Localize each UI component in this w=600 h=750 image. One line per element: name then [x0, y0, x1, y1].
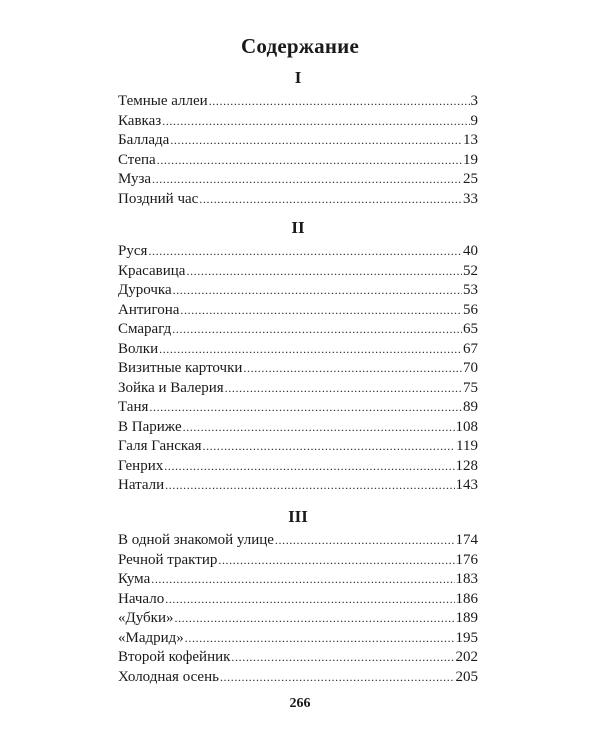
page-number: 266	[289, 696, 311, 711]
toc-entry	[118, 590, 478, 610]
dot-leader	[170, 131, 462, 151]
toc-entry-title: Натали	[118, 477, 165, 493]
dot-leader	[202, 437, 455, 457]
toc-entry	[118, 340, 478, 360]
toc-entry-title: Холодная осень	[118, 668, 219, 685]
dot-leader	[164, 457, 454, 477]
toc-entry-title: «Мадрид»	[118, 629, 184, 646]
dot-leader	[157, 151, 462, 171]
section-numeral: III	[288, 507, 308, 526]
toc-entry-page: 202	[455, 649, 478, 665]
toc-entry-title: Кума	[118, 571, 151, 587]
toc-entry-page: 67	[463, 340, 478, 357]
toc-entry	[118, 151, 478, 171]
dot-leader	[199, 190, 462, 210]
dot-leader	[180, 301, 462, 321]
toc-entry-title: Красавица	[118, 262, 186, 279]
dot-leader	[174, 609, 454, 629]
toc-section-3	[118, 505, 478, 687]
toc-entry-page: 70	[463, 360, 478, 376]
dot-leader	[152, 170, 462, 190]
toc-entry-page: 189	[455, 610, 478, 626]
toc-entry-page: 143	[455, 477, 478, 493]
toc-entry-title: Второй кофейник	[118, 649, 231, 665]
toc-entry-title: Галя Ганская	[118, 438, 202, 454]
toc-entry-page: 205	[455, 668, 478, 685]
toc-entry-page: 52	[463, 262, 478, 279]
toc-entry-title: Баллада	[118, 132, 170, 148]
toc-entry-title: Поздний час	[118, 190, 199, 207]
toc-entry	[118, 629, 478, 649]
toc-entry	[118, 437, 478, 457]
toc-entry-title: Волки	[118, 340, 159, 357]
toc-entry-page: 56	[463, 301, 478, 318]
toc-entry	[118, 457, 478, 477]
toc-entry-page: 176	[455, 551, 478, 568]
toc-entry-title: Речной трактир	[118, 551, 218, 568]
toc-entry-page: 25	[463, 171, 478, 187]
toc-entry	[118, 301, 478, 321]
dot-leader	[149, 398, 462, 418]
dot-leader	[185, 629, 455, 649]
dot-leader	[186, 262, 462, 282]
toc-entry	[118, 112, 478, 132]
dot-leader	[220, 668, 455, 688]
toc-entry-title: Зойка и Валерия	[118, 379, 224, 396]
toc-entry-title: Генрих	[118, 457, 164, 474]
toc-entry-page: 9	[470, 112, 478, 129]
dot-leader	[225, 379, 462, 399]
dot-leader	[148, 242, 462, 262]
toc-entry-title: Визитные карточки	[118, 360, 243, 376]
toc-entry-title: Кавказ	[118, 112, 162, 129]
dot-leader	[275, 531, 455, 551]
toc-entry-page: 33	[463, 190, 478, 207]
toc-entry-page: 65	[463, 321, 478, 337]
toc-entry-page: 3	[470, 93, 478, 109]
dot-leader	[183, 418, 455, 438]
toc-entry-title: Степа	[118, 151, 156, 168]
toc-entry	[118, 262, 478, 282]
toc-entry	[118, 668, 478, 688]
toc-entry	[118, 359, 478, 379]
toc-entry	[118, 398, 478, 418]
toc-entry-page: 174	[455, 532, 478, 548]
dot-leader	[159, 340, 462, 360]
toc-entry-title: В Париже	[118, 418, 182, 435]
toc-entry-title: Темные аллеи	[118, 93, 208, 109]
toc-entry-page: 195	[455, 629, 478, 646]
section-numeral: I	[294, 68, 302, 87]
toc-entry-title: Руся	[118, 243, 148, 259]
page-title: Содержание	[241, 34, 359, 58]
toc-entry-page: 53	[463, 282, 478, 298]
toc-entry	[118, 418, 478, 438]
toc-section-2	[118, 216, 478, 496]
toc-entry	[118, 551, 478, 571]
toc-entry	[118, 170, 478, 190]
toc-entry	[118, 379, 478, 399]
dot-leader	[151, 570, 454, 590]
dot-leader	[209, 92, 470, 112]
toc-entry-page: 13	[463, 132, 478, 148]
toc-entry	[118, 531, 478, 551]
toc-entry	[118, 609, 478, 629]
section-numeral: II	[291, 218, 305, 237]
dot-leader	[162, 112, 469, 132]
toc-entry-page: 183	[455, 571, 478, 587]
toc-entry-title: Смарагд	[118, 321, 172, 337]
toc-entry-title: Антигона	[118, 301, 180, 318]
dot-leader	[165, 476, 454, 496]
toc-section-1	[118, 66, 478, 209]
dot-leader	[165, 590, 454, 610]
toc-entry-title: В одной знакомой улице	[118, 532, 274, 548]
toc-entry-page: 108	[455, 418, 478, 435]
toc-entry	[118, 281, 478, 301]
toc-entry	[118, 570, 478, 590]
toc-entry-page: 119	[456, 438, 478, 454]
toc-entry-title: «Дубки»	[118, 610, 174, 626]
toc-entry-page: 186	[455, 590, 478, 607]
toc-entry-page: 128	[455, 457, 478, 474]
toc-entry	[118, 242, 478, 262]
toc-entry-title: Таня	[118, 399, 149, 415]
dot-leader	[243, 359, 462, 379]
toc-entry-page: 40	[463, 243, 478, 259]
toc-entry	[118, 648, 478, 668]
toc-entry	[118, 476, 478, 496]
toc-entry-title: Дурочка	[118, 282, 172, 298]
dot-leader	[231, 648, 454, 668]
toc-entry-title: Муза	[118, 171, 152, 187]
toc-entry-title: Начало	[118, 590, 165, 607]
toc-entry	[118, 190, 478, 210]
toc-entry-page: 19	[463, 151, 478, 168]
dot-leader	[173, 281, 462, 301]
toc-entry	[118, 131, 478, 151]
toc-entry	[118, 92, 478, 112]
toc-entry-page: 75	[463, 379, 478, 396]
toc-entry	[118, 320, 478, 340]
dot-leader	[218, 551, 454, 571]
dot-leader	[172, 320, 462, 340]
toc-entry-page: 89	[463, 399, 478, 415]
